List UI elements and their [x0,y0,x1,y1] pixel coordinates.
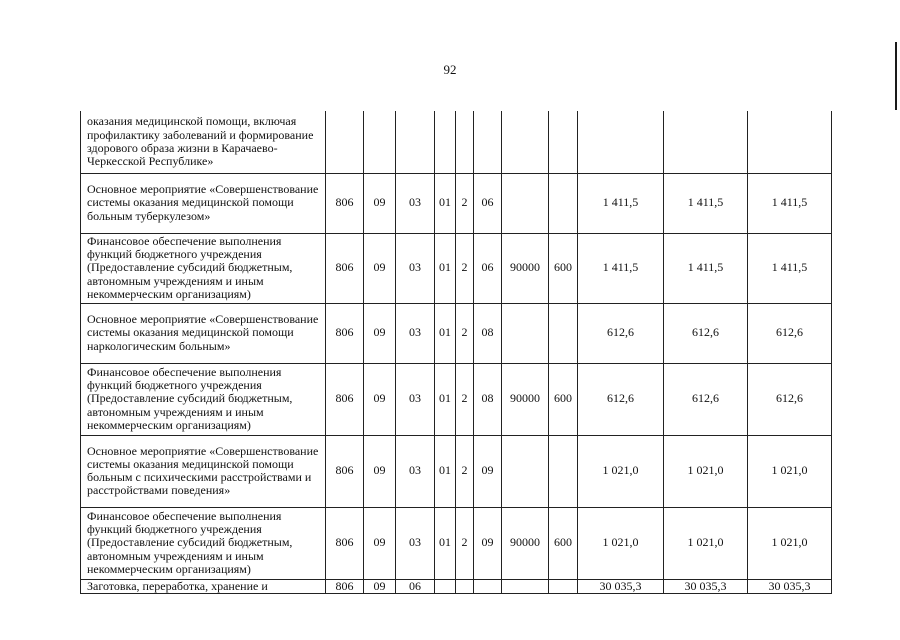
subprogram-cell: 2 [456,435,474,507]
year3-amount-cell: 1 021,0 [748,435,832,507]
expense-type-cell: 600 [549,363,578,435]
row-description: Финансовое обеспечение выполнения функций бюджетного учреждения (Предоставление субсидий бюджетным, автономным учреждениям и иным некоммерческим организациям) [87,364,293,432]
subsection-cell: 03 [396,173,435,233]
program-cell [435,111,456,173]
year1-amount-cell: 612,6 [578,363,664,435]
page-edge-mark [895,42,897,110]
year2-amount-cell: 612,6 [664,303,748,363]
year2-amount-cell: 30 035,3 [664,579,748,593]
admin-code-cell: 806 [326,233,364,303]
admin-code-cell: 806 [326,507,364,579]
program-cell: 01 [435,303,456,363]
admin-code-cell: 806 [326,363,364,435]
year1-amount-cell: 1 411,5 [578,173,664,233]
subsection-cell: 03 [396,303,435,363]
subsection-cell: 03 [396,435,435,507]
direction-cell [502,579,549,593]
admin-code-cell [326,111,364,173]
event-cell: 08 [474,303,502,363]
year1-amount-cell [578,111,664,173]
row-description: оказания медицинской помощи, включая профилактику заболеваний и формирование здорового образа жизни в Карачаево-Черкесской Республике» [87,114,314,168]
year3-amount-cell: 1 411,5 [748,233,832,303]
expense-type-cell [549,303,578,363]
subprogram-cell: 2 [456,303,474,363]
row-description-cell [81,233,326,303]
subprogram-cell [456,579,474,593]
table-row [81,111,832,173]
direction-cell: 90000 [502,233,549,303]
year3-amount-cell [748,111,832,173]
year2-amount-cell: 612,6 [664,363,748,435]
row-description-cell [81,363,326,435]
admin-code-cell: 806 [326,173,364,233]
table-row [81,363,832,435]
row-description-cell [81,303,326,363]
direction-cell: 90000 [502,363,549,435]
year1-amount-cell: 1 021,0 [578,435,664,507]
row-description-cell [81,173,326,233]
subprogram-cell: 2 [456,233,474,303]
subprogram-cell: 2 [456,363,474,435]
direction-cell [502,435,549,507]
event-cell [474,111,502,173]
year2-amount-cell: 1 411,5 [664,173,748,233]
row-description-cell [81,111,326,173]
event-cell: 09 [474,435,502,507]
program-cell: 01 [435,507,456,579]
row-description: Финансовое обеспечение выполнения функций бюджетного учреждения (Предоставление субсидий бюджетным, автономным учреждениям и иным некоммерческим организациям) [87,508,293,576]
direction-cell: 90000 [502,507,549,579]
admin-code-cell: 806 [326,435,364,507]
year3-amount-cell: 1 021,0 [748,507,832,579]
table-row [81,173,832,233]
subprogram-cell: 2 [456,507,474,579]
year2-amount-cell [664,111,748,173]
expense-type-cell [549,435,578,507]
event-cell: 06 [474,233,502,303]
row-description: Основное мероприятие «Совершенствование системы оказания медицинской помощи больным туберкулезом» [87,182,319,223]
table-row [81,435,832,507]
section-cell: 09 [364,507,396,579]
program-cell [435,579,456,593]
subsection-cell: 03 [396,507,435,579]
direction-cell [502,303,549,363]
year2-amount-cell: 1 021,0 [664,435,748,507]
event-cell: 06 [474,173,502,233]
table-row [81,579,832,593]
expense-type-cell: 600 [549,507,578,579]
table-row [81,303,832,363]
year3-amount-cell: 1 411,5 [748,173,832,233]
year1-amount-cell: 612,6 [578,303,664,363]
year1-amount-cell: 1 411,5 [578,233,664,303]
admin-code-cell: 806 [326,579,364,593]
year1-amount-cell: 30 035,3 [578,579,664,593]
event-cell: 08 [474,363,502,435]
row-description-cell [81,579,326,593]
program-cell: 01 [435,233,456,303]
event-cell: 09 [474,507,502,579]
program-cell: 01 [435,435,456,507]
row-description-cell [81,435,326,507]
year3-amount-cell: 30 035,3 [748,579,832,593]
budget-table [80,111,832,594]
expense-type-cell [549,111,578,173]
expense-type-cell: 600 [549,233,578,303]
section-cell: 09 [364,435,396,507]
program-cell: 01 [435,173,456,233]
row-description: Основное мероприятие «Совершенствование системы оказания медицинской помощи больным с психическими расстройствами и расстройствами поведения» [87,443,319,498]
row-description: Заготовка, переработка, хранение и [87,579,268,593]
section-cell: 09 [364,303,396,363]
subprogram-cell [456,111,474,173]
section-cell: 09 [364,363,396,435]
program-cell: 01 [435,363,456,435]
row-description-cell [81,507,326,579]
row-description: Основное мероприятие «Совершенствование системы оказания медицинской помощи наркологическим больным» [87,312,319,353]
event-cell [474,579,502,593]
subprogram-cell: 2 [456,173,474,233]
section-cell: 09 [364,173,396,233]
year1-amount-cell: 1 021,0 [578,507,664,579]
direction-cell [502,173,549,233]
year3-amount-cell: 612,6 [748,363,832,435]
subsection-cell: 03 [396,233,435,303]
section-cell [364,111,396,173]
admin-code-cell: 806 [326,303,364,363]
table-row [81,233,832,303]
subsection-cell: 03 [396,363,435,435]
section-cell: 09 [364,579,396,593]
subsection-cell [396,111,435,173]
direction-cell [502,111,549,173]
year2-amount-cell: 1 021,0 [664,507,748,579]
table-row [81,507,832,579]
expense-type-cell [549,173,578,233]
year2-amount-cell: 1 411,5 [664,233,748,303]
subsection-cell: 06 [396,579,435,593]
expense-type-cell [549,579,578,593]
page-number: 92 [443,62,457,77]
row-description: Финансовое обеспечение выполнения функций бюджетного учреждения (Предоставление субсидий бюджетным, автономным учреждениям и иным некоммерческим организациям) [87,233,293,301]
section-cell: 09 [364,233,396,303]
year3-amount-cell: 612,6 [748,303,832,363]
